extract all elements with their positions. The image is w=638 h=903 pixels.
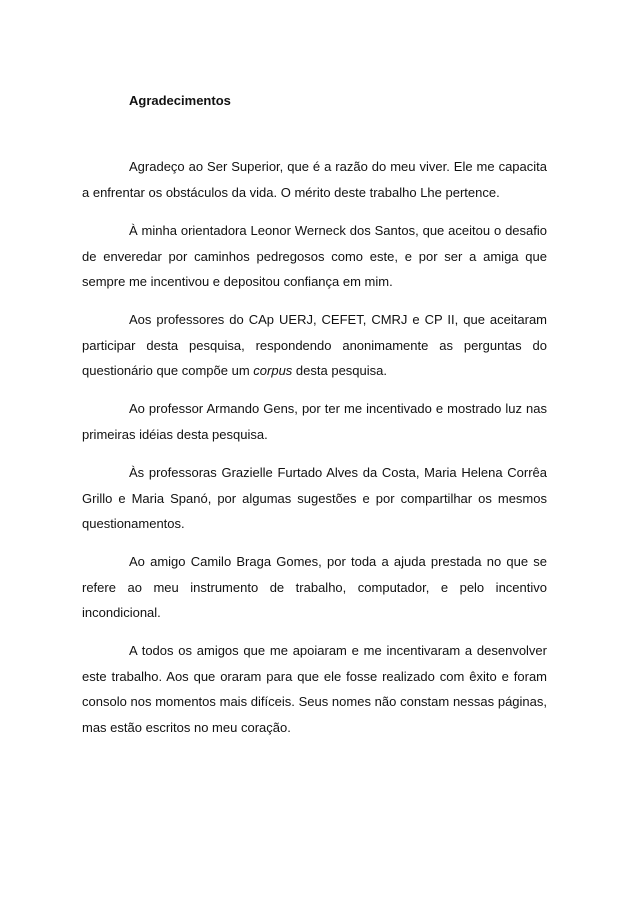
paragraph-3-text: Aos professores do CAp UERJ, CEFET, CMRJ e CP II, que aceitaram participar desta pesquisa, respondendo anonimamente as perguntas do questionário que compõe um — [82, 312, 547, 379]
paragraph-2: À minha orientadora Leonor Werneck dos Santos, que aceitou o desafio de enveredar por caminhos pedregosos como este, e por ser a amiga que sempre me incentivou e depositou confiança em mim. — [82, 223, 547, 290]
paragraph-4: Ao professor Armando Gens, por ter me incentivado e mostrado luz nas primeiras idéias desta pesquisa. — [82, 401, 547, 442]
paragraph-1: Agradeço ao Ser Superior, que é a razão do meu viver. Ele me capacita a enfrentar os obstáculos da vida. O mérito deste trabalho Lhe pertence. — [82, 159, 547, 200]
paragraph-3-text-end: desta pesquisa. — [292, 363, 387, 379]
paragraph-6: Ao amigo Camilo Braga Gomes, por toda a ajuda prestada no que se refere ao meu instrumento de trabalho, computador, e pelo incentivo incondicional. — [82, 554, 547, 621]
paragraph-3-italic: corpus — [253, 363, 293, 379]
paragraph-3 — [82, 307, 547, 384]
paragraph-7: A todos os amigos que me apoiaram e me incentivaram a desenvolver este trabalho. Aos que oraram para que ele fosse realizado com êxito e foram consolo nos momentos mais difíceis. Seus nomes não constam nessas páginas, mas estão escritos no meu coração. — [82, 643, 547, 735]
paragraph-5: Às professoras Grazielle Furtado Alves da Costa, Maria Helena Corrêa Grillo e Maria Spanó, por algumas sugestões e por compartilhar os mesmos questionamentos. — [82, 465, 547, 532]
page-title: Agradecimentos — [129, 93, 231, 108]
